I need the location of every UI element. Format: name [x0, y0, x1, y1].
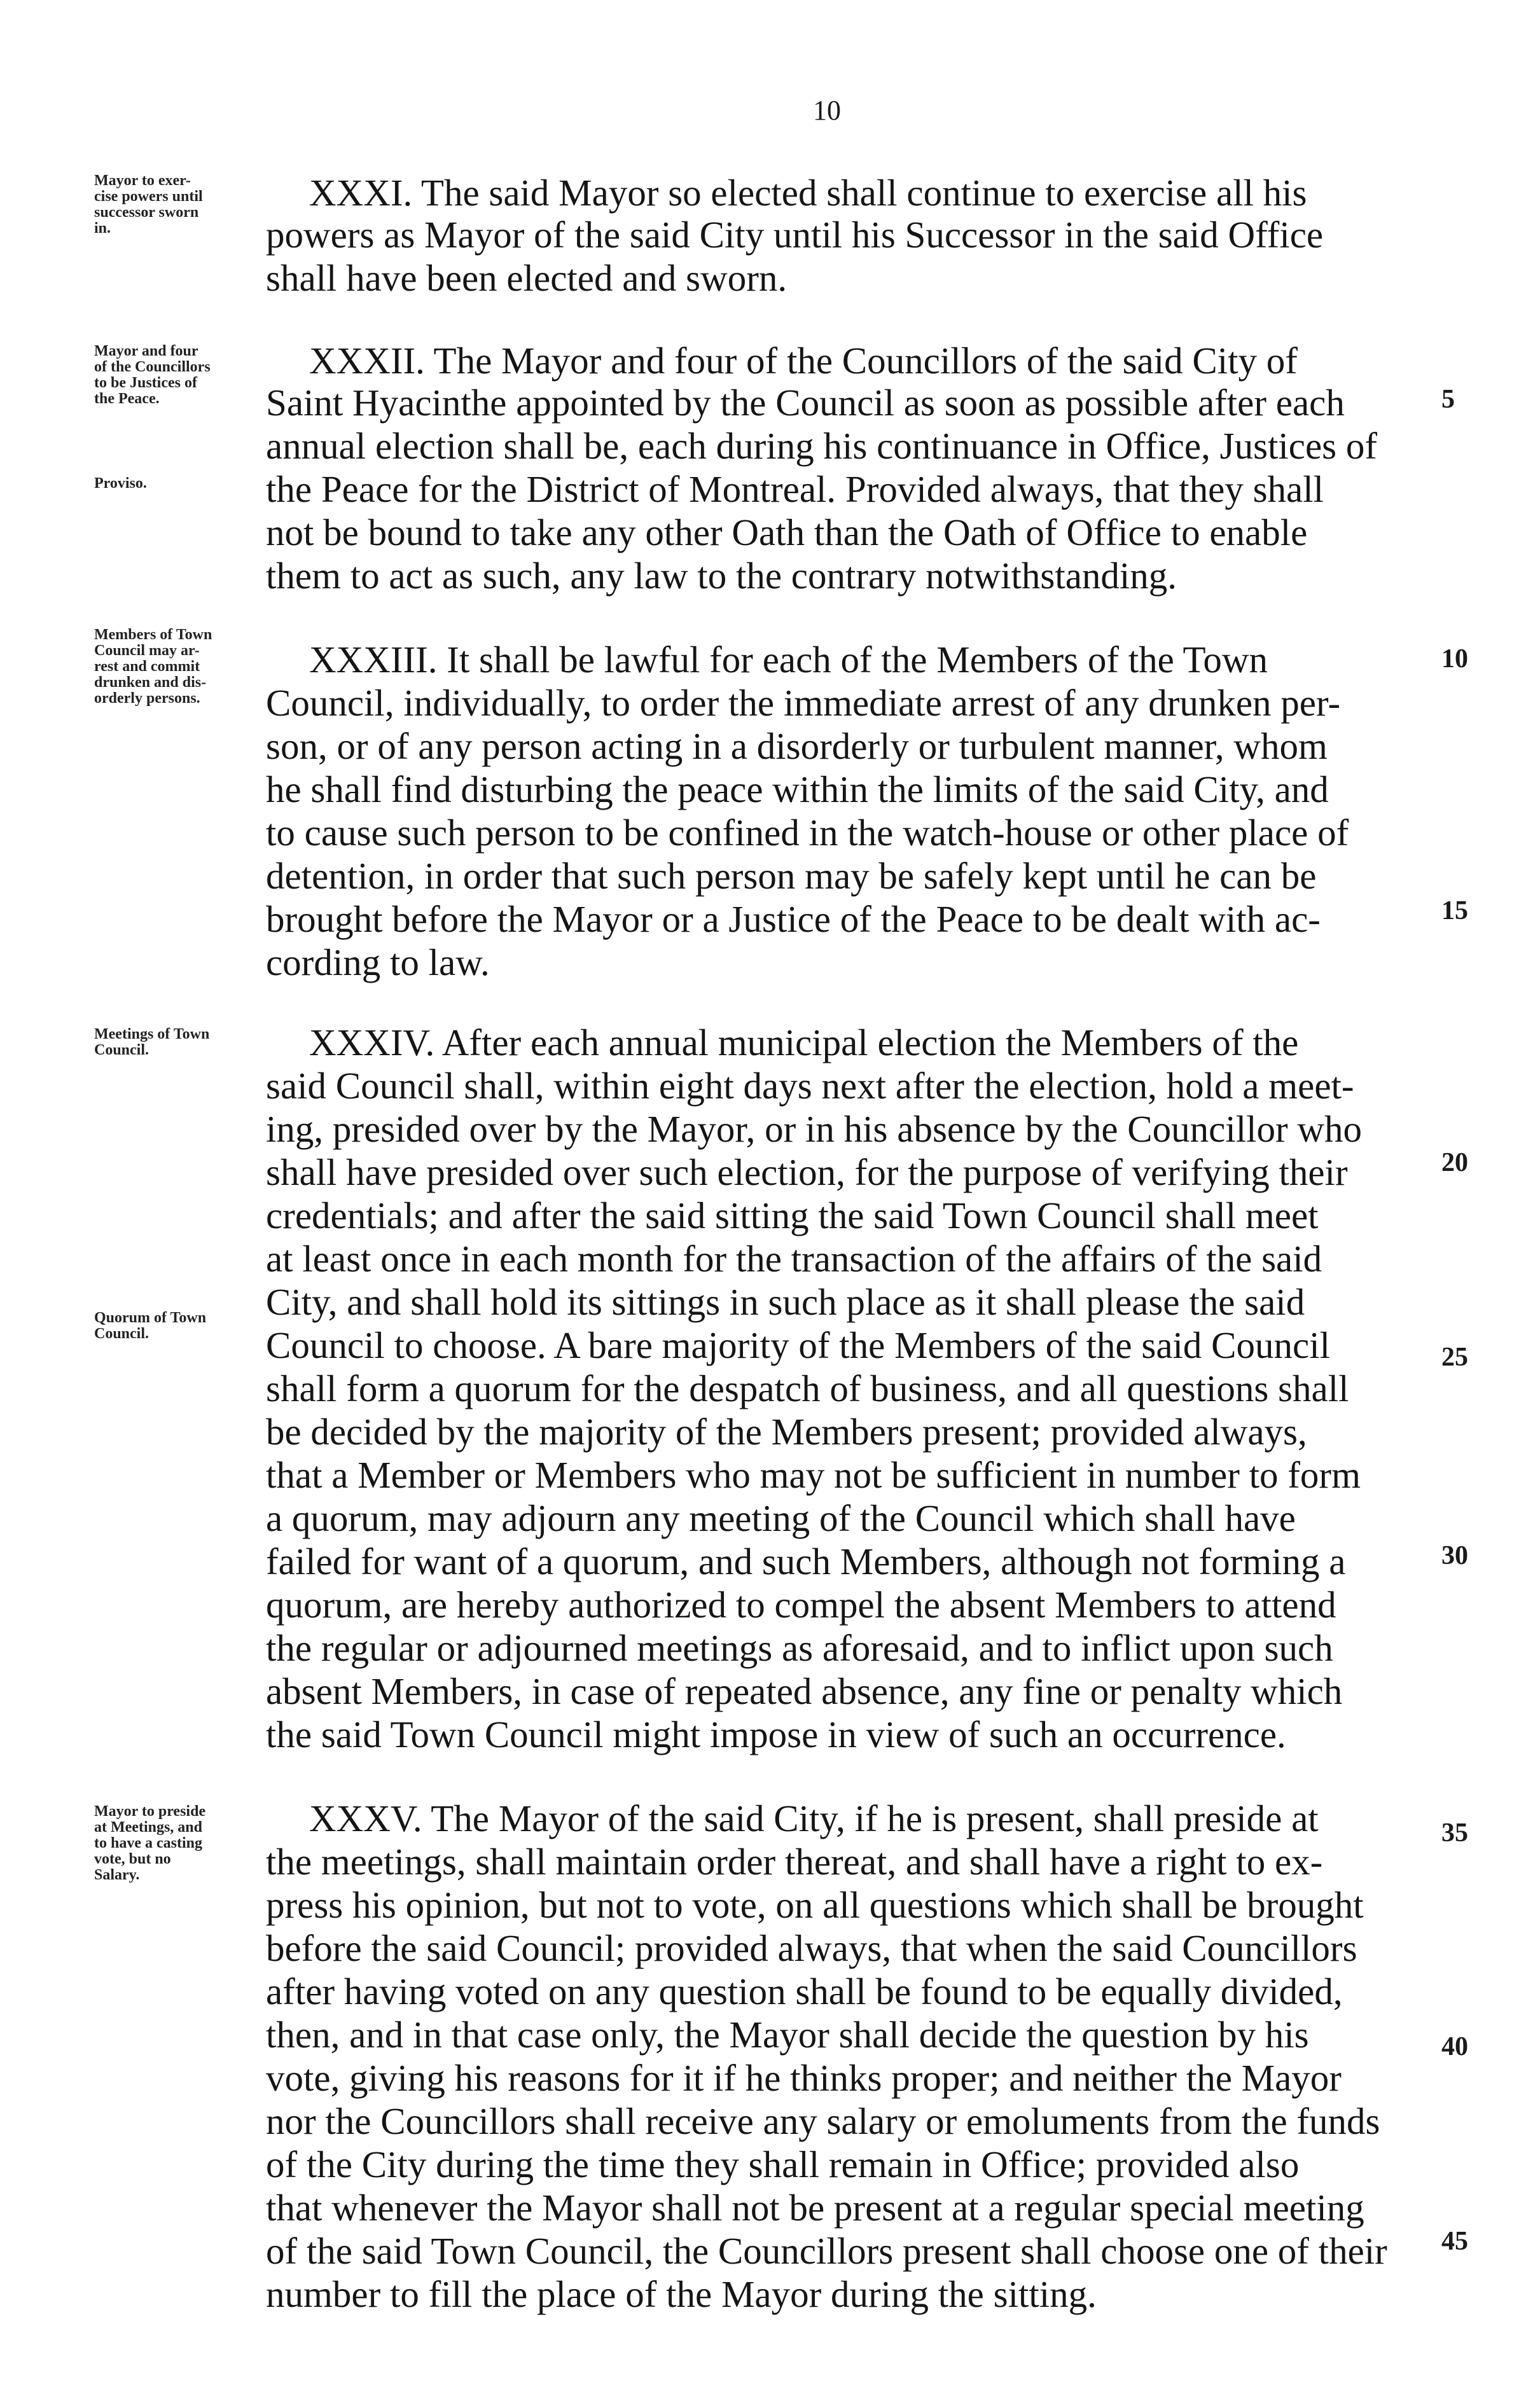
- margin-note: Mayor to preside at Meetings, and to have a casting vote, but no Salary.: [94, 1803, 206, 1883]
- line-number: 5: [1441, 385, 1455, 414]
- text-line: to cause such person to be confined in the watch-house or other place of: [266, 812, 1349, 854]
- text-line: detention, in order that such person may be safely kept until he can be: [266, 855, 1317, 897]
- text-line: after having voted on any question shall be found to be equally divided,: [266, 1970, 1343, 2012]
- margin-note: Mayor to exer- cise powers until successor sworn in.: [94, 172, 203, 237]
- text-line: press his opinion, but not to vote, on all questions which shall be brought: [266, 1884, 1364, 1926]
- margin-note: Meetings of Town Council.: [94, 1026, 210, 1058]
- text-line: not be bound to take any other Oath than the Oath of Office to enable: [266, 511, 1308, 553]
- text-line: at least once in each month for the transaction of the affairs of the said: [266, 1238, 1322, 1280]
- margin-note: Proviso.: [94, 475, 147, 492]
- text-line: City, and shall hold its sittings in such place as it shall please the said: [266, 1281, 1305, 1323]
- text-line: number to fill the place of the Mayor during the sitting.: [266, 2273, 1097, 2315]
- text-line: then, and in that case only, the Mayor shall decide the question by his: [266, 2014, 1309, 2056]
- text-line: quorum, are hereby authorized to compel the absent Members to attend: [266, 1584, 1336, 1626]
- text-line: the said Town Council might impose in view of such an occurrence.: [266, 1713, 1286, 1755]
- text-line: XXXIV. After each annual municipal election the Members of the: [309, 1021, 1299, 1063]
- page-number: 10: [813, 95, 841, 126]
- text-line: shall have been elected and sworn.: [266, 257, 787, 299]
- text-line: son, or of any person acting in a disorderly or turbulent manner, whom: [266, 725, 1328, 767]
- margin-note: Quorum of Town Council.: [94, 1310, 207, 1342]
- text-line: XXXI. The said Mayor so elected shall continue to exercise all his: [309, 172, 1307, 214]
- text-line: before the said Council; provided always, that when the said Councillors: [266, 1927, 1357, 1969]
- margin-note: Mayor and four of the Councillors to be Justices of the Peace.: [94, 343, 211, 407]
- text-line: powers as Mayor of the said City until his Successor in the said Office: [266, 214, 1324, 256]
- text-line: nor the Councillors shall receive any salary or emoluments from the funds: [266, 2100, 1380, 2142]
- text-line: the regular or adjourned meetings as aforesaid, and to inflict upon such: [266, 1627, 1333, 1669]
- text-line: failed for want of a quorum, and such Members, although not forming a: [266, 1540, 1346, 1582]
- text-line: be decided by the majority of the Members present; provided always,: [266, 1411, 1307, 1453]
- line-number: 35: [1441, 1818, 1468, 1848]
- text-line: absent Members, in case of repeated absence, any fine or penalty which: [266, 1670, 1343, 1712]
- text-line: of the City during the time they shall remain in Office; provided also: [266, 2143, 1300, 2185]
- line-number: 45: [1441, 2227, 1468, 2256]
- text-line: Saint Hyacinthe appointed by the Council as soon as possible after each: [266, 382, 1345, 424]
- text-line: XXXIII. It shall be lawful for each of the Members of the Town: [309, 639, 1268, 681]
- line-number: 15: [1441, 896, 1468, 925]
- text-line: Council, individually, to order the immediate arrest of any drunken per-: [266, 682, 1341, 724]
- text-line: brought before the Mayor or a Justice of the Peace to be dealt with ac-: [266, 898, 1321, 940]
- text-line: them to act as such, any law to the contrary notwithstanding.: [266, 555, 1177, 597]
- line-number: 20: [1441, 1148, 1468, 1177]
- text-line: credentials; and after the said sitting the said Town Council shall meet: [266, 1194, 1319, 1236]
- text-line: Council to choose. A bare majority of the Members of the said Council: [266, 1324, 1330, 1366]
- text-line: that whenever the Mayor shall not be present at a regular special meeting: [266, 2187, 1364, 2229]
- line-number: 40: [1441, 2032, 1468, 2061]
- text-line: the Peace for the District of Montreal. Provided always, that they shall: [266, 468, 1324, 510]
- text-line: shall have presided over such election, for the purpose of verifying their: [266, 1151, 1348, 1193]
- line-number: 25: [1441, 1343, 1468, 1372]
- text-line: a quorum, may adjourn any meeting of the Council which shall have: [266, 1497, 1296, 1539]
- text-line: he shall find disturbing the peace within the limits of the said City, and: [266, 768, 1329, 810]
- line-number: 30: [1441, 1541, 1468, 1570]
- text-line: of the said Town Council, the Councillors present shall choose one of their: [266, 2230, 1387, 2272]
- line-number: 10: [1441, 644, 1468, 674]
- text-line: XXXII. The Mayor and four of the Councillors of the said City of: [309, 340, 1298, 382]
- text-line: that a Member or Members who may not be sufficient in number to form: [266, 1454, 1361, 1496]
- text-line: the meetings, shall maintain order thereat, and shall have a right to ex-: [266, 1841, 1323, 1883]
- text-line: shall form a quorum for the despatch of business, and all questions shall: [266, 1367, 1349, 1409]
- text-line: XXXV. The Mayor of the said City, if he is present, shall preside at: [309, 1797, 1319, 1839]
- text-line: ing, presided over by the Mayor, or in his absence by the Councillor who: [266, 1108, 1363, 1150]
- text-line: annual election shall be, each during his continuance in Office, Justices of: [266, 425, 1378, 467]
- text-line: cording to law.: [266, 941, 490, 983]
- margin-note: Members of Town Council may ar- rest and commit drunken and dis- orderly persons.: [94, 626, 212, 707]
- text-line: said Council shall, within eight days next after the election, hold a meet-: [266, 1065, 1354, 1107]
- text-line: vote, giving his reasons for it if he thinks proper; and neither the Mayor: [266, 2057, 1342, 2099]
